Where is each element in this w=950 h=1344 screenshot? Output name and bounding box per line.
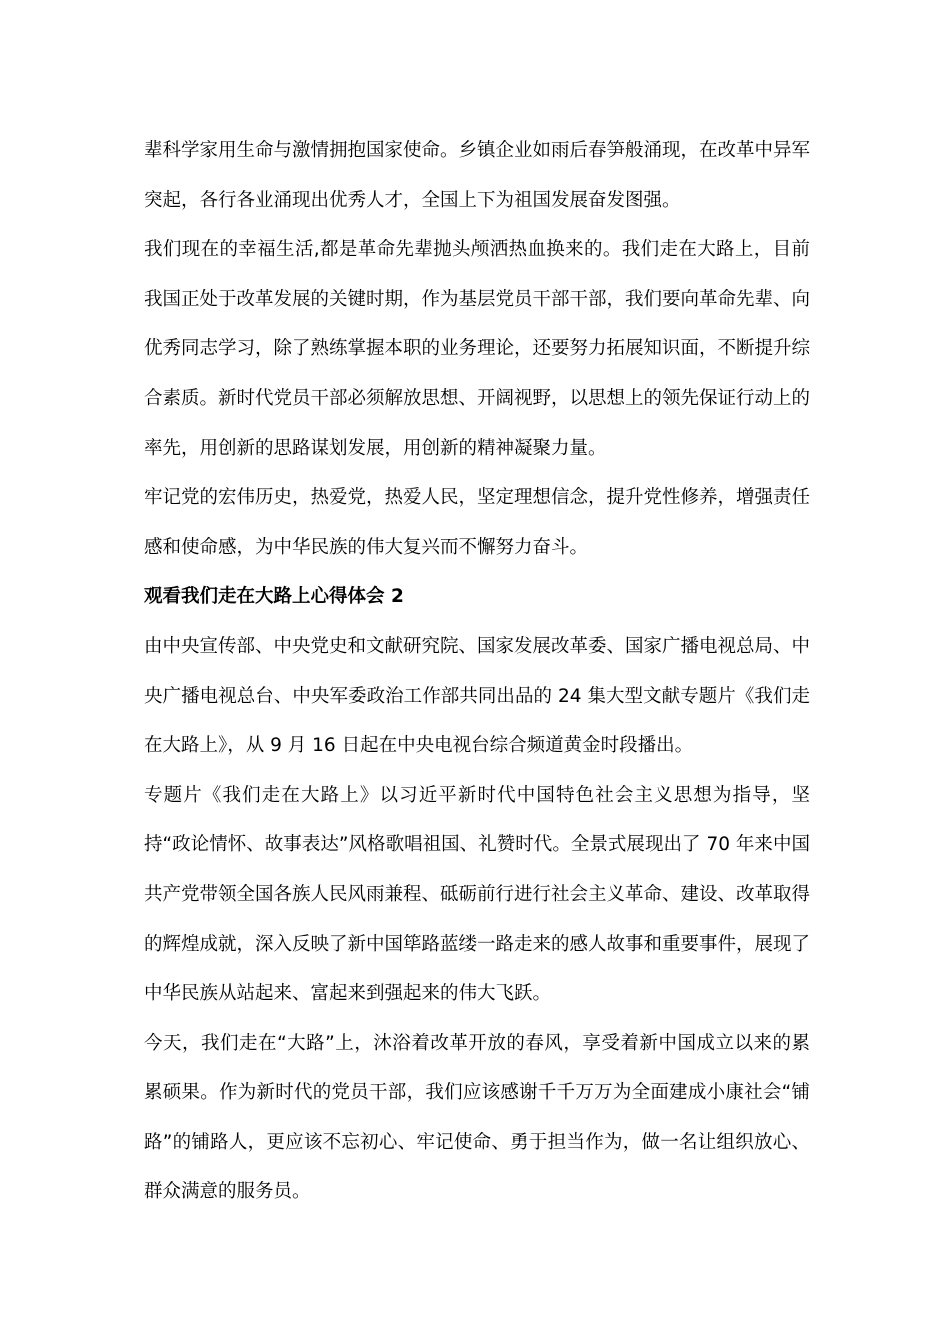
paragraph-today: 今天，我们走在“大路”上，沐浴着改革开放的春风，享受着新中国成立以来的累累硕果。作为新时代的党员干部，我们应该感谢千千万万为全面建成小康社会“铺路”的铺路人，更应该不忘初心、牢记使命、勇于担当作为，做一名让组织放心、群众满意的服务员。: [144, 1032, 810, 1203]
paragraph-production: 由中央宣传部、中央党史和文献研究院、国家发展改革委、国家广播电视总局、中央广播电视总台、中央军委政治工作部共同出品的 24 集大型文献专题片《我们走在大路上》，从 9 月 16 日起在中央电视台综合频道黄金时段播出。: [144, 635, 811, 757]
section-heading: 观看我们走在大路上心得体会 2: [144, 586, 404, 608]
paragraph-happy-life: 我们现在的幸福生活,都是革命先辈抛头颅洒热血换来的。我们走在大路上，目前我国正处于改革发展的关键时期，作为基层党员干部干部，我们要向革命先辈、向优秀同志学习，除了熟练掌握本职的业务理论，还要努力拓展知识面，不断提升综合素质。新时代党员干部必须解放思想、开阔视野，以思想上的领先保证行动上的率先，用创新的思路谋划发展，用创新的精神凝聚力量。: [144, 239, 811, 459]
paragraph-documentary: 专题片《我们走在大路上》以习近平新时代中国特色社会主义思想为指导，坚持“政论情怀、故事表达”风格歌唱祖国、礼赞时代。全景式展现出了 70 年来中国共产党带领全国各族人民风雨兼程、砥砺前行进行社会主义革命、建设、改革取得的辉煌成就，深入反映了新中国筚路蓝缕一路走来的感人故事和重要事件，展现了中华民族从站起来、富起来到强起来的伟大飞跃。: [144, 784, 811, 1005]
paragraph-remember-party: 牢记党的宏伟历史，热爱党，热爱人民，坚定理想信念，提升党性修养，增强责任感和使命感，为中华民族的伟大复兴而不懈努力奋斗。: [144, 487, 811, 558]
paragraph-scientists: 辈科学家用生命与激情拥抱国家使命。乡镇企业如雨后春笋般涌现，在改革中异军突起，各行各业涌现出优秀人才，全国上下为祖国发展奋发图强。: [144, 140, 811, 211]
document-body: [144, 126, 810, 1217]
